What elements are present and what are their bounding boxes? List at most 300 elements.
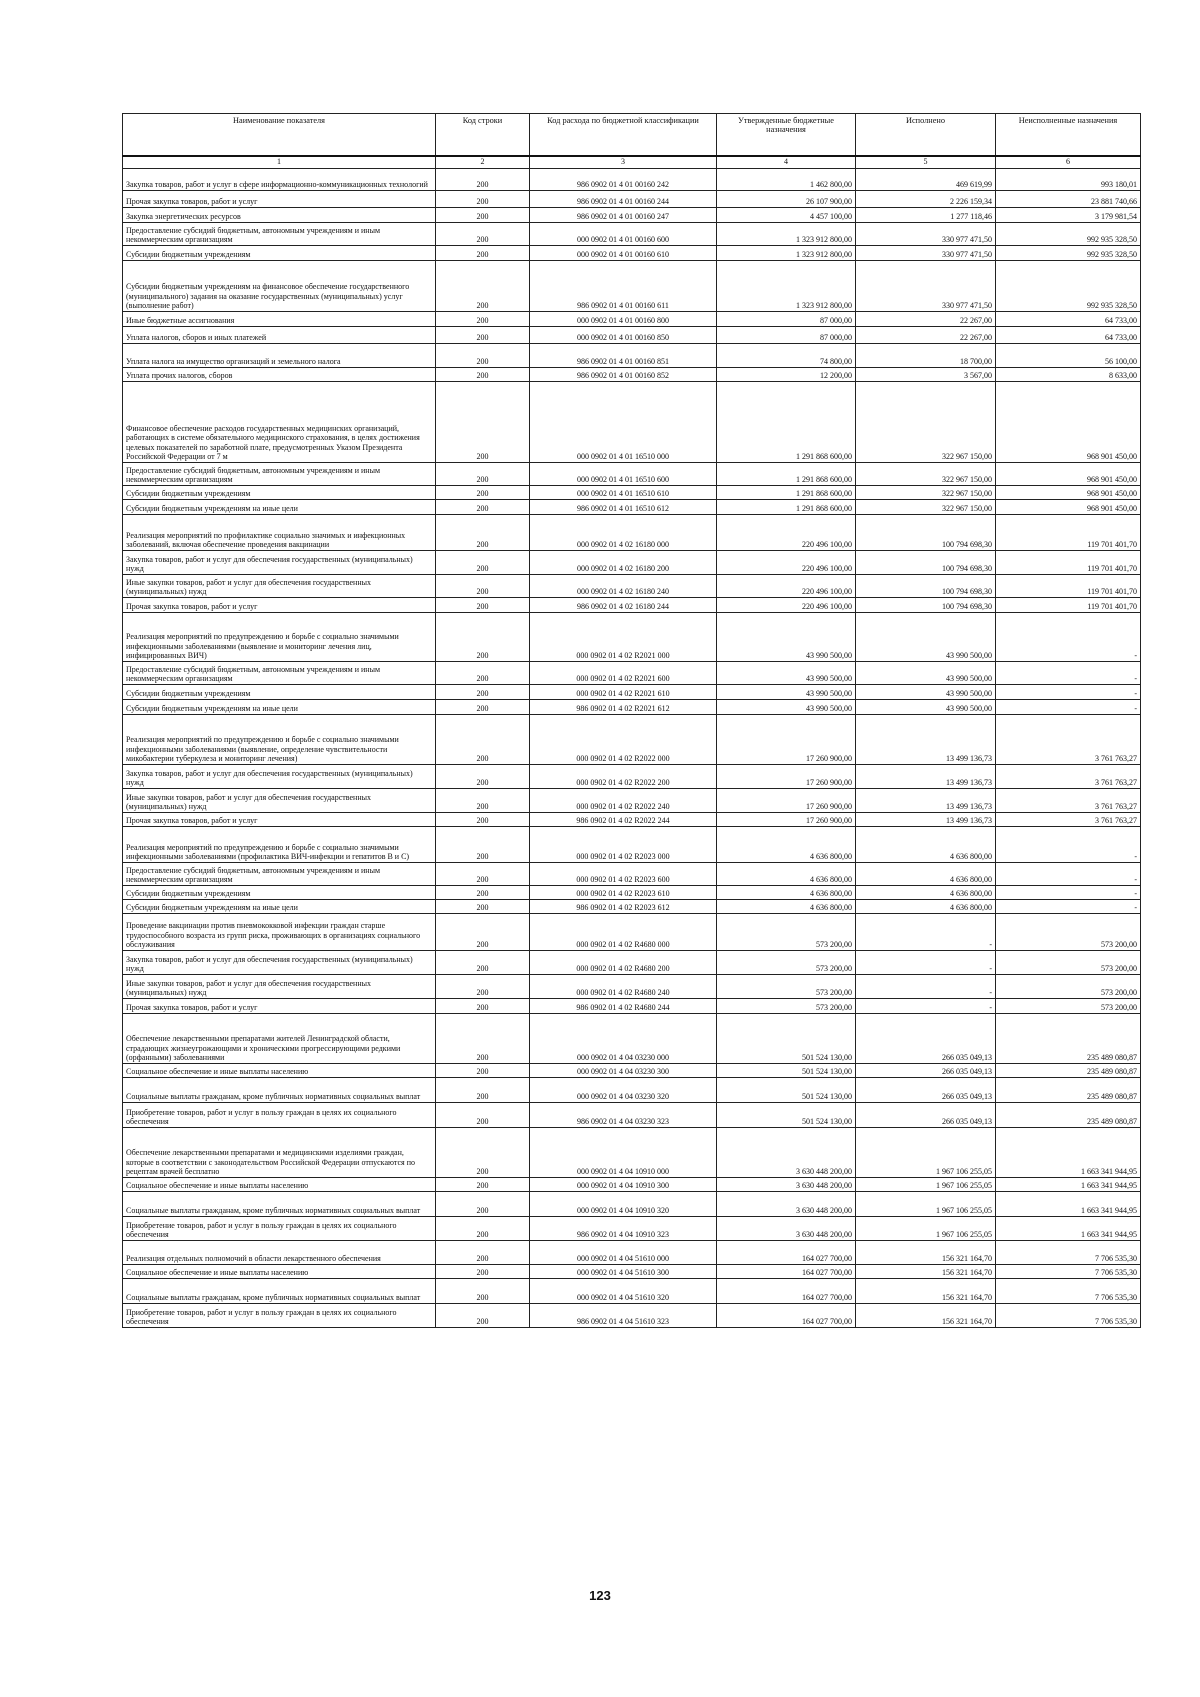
- row-executed-amount: 18 700,00: [856, 344, 996, 368]
- row-classification-code: 000 0902 01 4 02 R4680 000: [530, 914, 717, 951]
- table-row: [123, 515, 1141, 551]
- row-line-code: 200: [436, 1078, 530, 1103]
- row-indicator-name: Субсидии бюджетным учреждениям: [123, 886, 436, 900]
- row-unexecuted-amount: 235 489 080,87: [996, 1078, 1141, 1103]
- row-unexecuted-amount: -: [996, 827, 1141, 863]
- row-line-code: 200: [436, 515, 530, 551]
- row-classification-code: 000 0902 01 4 04 10910 320: [530, 1192, 717, 1217]
- table-row: [123, 463, 1141, 486]
- row-executed-amount: 4 636 800,00: [856, 886, 996, 900]
- row-approved-amount: 220 496 100,00: [717, 598, 856, 613]
- row-indicator-name: Иные закупки товаров, работ и услуг для обеспечения государственных (муниципальных) нужд: [123, 575, 436, 598]
- row-indicator-name: Приобретение товаров, работ и услуг в пользу граждан в целях их социального обеспечения: [123, 1217, 436, 1241]
- row-unexecuted-amount: 23 881 740,66: [996, 191, 1141, 208]
- table-row: [123, 1265, 1141, 1279]
- row-unexecuted-amount: 64 733,00: [996, 327, 1141, 344]
- row-line-code: 200: [436, 1217, 530, 1241]
- row-approved-amount: 573 200,00: [717, 951, 856, 975]
- row-unexecuted-amount: 119 701 401,70: [996, 575, 1141, 598]
- row-indicator-name: Социальные выплаты гражданам, кроме публичных нормативных социальных выплат: [123, 1192, 436, 1217]
- row-executed-amount: 266 035 049,13: [856, 1103, 996, 1128]
- row-unexecuted-amount: 8 633,00: [996, 368, 1141, 382]
- row-classification-code: 986 0902 01 4 04 10910 323: [530, 1217, 717, 1241]
- row-indicator-name: Предоставление субсидий бюджетным, автономным учреждениям и иным некоммерческим организациям: [123, 662, 436, 685]
- row-executed-amount: 1 967 106 255,05: [856, 1217, 996, 1241]
- row-classification-code: 986 0902 01 4 01 00160 852: [530, 368, 717, 382]
- table-row: [123, 1217, 1141, 1241]
- row-classification-code: 000 0902 01 4 01 00160 600: [530, 223, 717, 246]
- row-classification-code: 000 0902 01 4 04 51610 320: [530, 1279, 717, 1304]
- row-line-code: 200: [436, 700, 530, 715]
- row-approved-amount: 43 990 500,00: [717, 662, 856, 685]
- row-indicator-name: Прочая закупка товаров, работ и услуг: [123, 191, 436, 208]
- row-executed-amount: 1 277 118,46: [856, 208, 996, 223]
- row-unexecuted-amount: -: [996, 685, 1141, 700]
- row-classification-code: 000 0902 01 4 02 R2022 200: [530, 765, 717, 789]
- row-indicator-name: Субсидии бюджетным учреждениям на иные цели: [123, 500, 436, 515]
- column-number: 1: [123, 156, 436, 169]
- column-number: 3: [530, 156, 717, 169]
- row-indicator-name: Проведение вакцинации против пневмококковой инфекции граждан старше трудоспособного возраста из групп риска, проживающих в организациях социального обслуживания: [123, 914, 436, 951]
- row-approved-amount: 26 107 900,00: [717, 191, 856, 208]
- row-indicator-name: Обеспечение лекарственными препаратами жителей Ленинградской области, страдающих жизнеугрожающими и хроническими прогрессирующими редкими (орфанными) заболеваниями: [123, 1014, 436, 1064]
- row-approved-amount: 1 291 868 600,00: [717, 486, 856, 500]
- table-row: [123, 382, 1141, 463]
- table-row: [123, 662, 1141, 685]
- row-line-code: 200: [436, 662, 530, 685]
- row-executed-amount: 43 990 500,00: [856, 613, 996, 662]
- row-unexecuted-amount: 119 701 401,70: [996, 515, 1141, 551]
- row-indicator-name: Прочая закупка товаров, работ и услуг: [123, 813, 436, 827]
- row-approved-amount: 220 496 100,00: [717, 575, 856, 598]
- row-approved-amount: 4 636 800,00: [717, 886, 856, 900]
- row-executed-amount: -: [856, 975, 996, 999]
- row-approved-amount: 4 636 800,00: [717, 900, 856, 914]
- row-line-code: 200: [436, 246, 530, 261]
- row-approved-amount: 43 990 500,00: [717, 685, 856, 700]
- row-unexecuted-amount: 968 901 450,00: [996, 486, 1141, 500]
- row-indicator-name: Иные бюджетные ассигнования: [123, 312, 436, 327]
- row-executed-amount: 43 990 500,00: [856, 662, 996, 685]
- row-executed-amount: 266 035 049,13: [856, 1014, 996, 1064]
- row-classification-code: 000 0902 01 4 02 R2023 610: [530, 886, 717, 900]
- row-indicator-name: Социальные выплаты гражданам, кроме публичных нормативных социальных выплат: [123, 1078, 436, 1103]
- row-indicator-name: Социальные выплаты гражданам, кроме публичных нормативных социальных выплат: [123, 1279, 436, 1304]
- row-line-code: 200: [436, 327, 530, 344]
- row-line-code: 200: [436, 598, 530, 613]
- row-unexecuted-amount: 119 701 401,70: [996, 551, 1141, 575]
- row-classification-code: 000 0902 01 4 02 R2021 600: [530, 662, 717, 685]
- row-unexecuted-amount: 235 489 080,87: [996, 1103, 1141, 1128]
- table-row: [123, 765, 1141, 789]
- row-indicator-name: Финансовое обеспечение расходов государственных медицинских организаций, работающих в системе обязательного медицинского страхования, в целях достижения целевых показателей по заработной плате, предусмотренных Указом Президента Российской Федерации от 7 м: [123, 382, 436, 463]
- row-indicator-name: Уплата налога на имущество организаций и земельного налога: [123, 344, 436, 368]
- row-executed-amount: 100 794 698,30: [856, 598, 996, 613]
- row-approved-amount: 164 027 700,00: [717, 1265, 856, 1279]
- row-executed-amount: 2 226 159,34: [856, 191, 996, 208]
- row-classification-code: 000 0902 01 4 02 16180 240: [530, 575, 717, 598]
- row-unexecuted-amount: -: [996, 886, 1141, 900]
- row-classification-code: 000 0902 01 4 02 16180 200: [530, 551, 717, 575]
- row-approved-amount: 164 027 700,00: [717, 1241, 856, 1265]
- row-indicator-name: Субсидии бюджетным учреждениям: [123, 486, 436, 500]
- row-line-code: 200: [436, 1178, 530, 1192]
- row-executed-amount: 4 636 800,00: [856, 863, 996, 886]
- row-unexecuted-amount: 1 663 341 944,95: [996, 1128, 1141, 1178]
- table-row: [123, 1192, 1141, 1217]
- row-classification-code: 000 0902 01 4 02 R4680 240: [530, 975, 717, 999]
- row-executed-amount: 22 267,00: [856, 312, 996, 327]
- row-approved-amount: 12 200,00: [717, 368, 856, 382]
- row-classification-code: 986 0902 01 4 02 R2021 612: [530, 700, 717, 715]
- row-approved-amount: 501 524 130,00: [717, 1078, 856, 1103]
- table-row: [123, 598, 1141, 613]
- row-indicator-name: Уплата налогов, сборов и иных платежей: [123, 327, 436, 344]
- row-indicator-name: Закупка товаров, работ и услуг для обеспечения государственных (муниципальных) нужд: [123, 551, 436, 575]
- column-number: 6: [996, 156, 1141, 169]
- row-classification-code: 986 0902 01 4 04 03230 323: [530, 1103, 717, 1128]
- header-unexecuted: Неисполненные назначения: [996, 114, 1141, 157]
- row-indicator-name: Прочая закупка товаров, работ и услуг: [123, 598, 436, 613]
- row-indicator-name: Субсидии бюджетным учреждениям: [123, 246, 436, 261]
- row-approved-amount: 3 630 448 200,00: [717, 1192, 856, 1217]
- column-number: 4: [717, 156, 856, 169]
- table-row: [123, 1014, 1141, 1064]
- row-indicator-name: Субсидии бюджетным учреждениям: [123, 685, 436, 700]
- row-line-code: 200: [436, 223, 530, 246]
- row-approved-amount: 74 800,00: [717, 344, 856, 368]
- table-row: [123, 863, 1141, 886]
- row-unexecuted-amount: 1 663 341 944,95: [996, 1178, 1141, 1192]
- row-executed-amount: 100 794 698,30: [856, 575, 996, 598]
- table-row: [123, 813, 1141, 827]
- table-row: [123, 1304, 1141, 1328]
- table-row: [123, 613, 1141, 662]
- row-line-code: 200: [436, 169, 530, 191]
- row-line-code: 200: [436, 975, 530, 999]
- row-unexecuted-amount: 235 489 080,87: [996, 1014, 1141, 1064]
- row-unexecuted-amount: 119 701 401,70: [996, 598, 1141, 613]
- table-row: [123, 1128, 1141, 1178]
- row-classification-code: 000 0902 01 4 02 16180 000: [530, 515, 717, 551]
- row-line-code: 200: [436, 551, 530, 575]
- row-approved-amount: 3 630 448 200,00: [717, 1217, 856, 1241]
- row-indicator-name: Реализация мероприятий по предупреждению и борьбе с социально значимыми инфекционными заболеваниями (выявление и мониторинг лечения лиц, инфицированных ВИЧ): [123, 613, 436, 662]
- row-executed-amount: 4 636 800,00: [856, 827, 996, 863]
- row-unexecuted-amount: 968 901 450,00: [996, 463, 1141, 486]
- row-classification-code: 986 0902 01 4 02 R2022 244: [530, 813, 717, 827]
- row-executed-amount: 322 967 150,00: [856, 463, 996, 486]
- row-classification-code: 000 0902 01 4 01 16510 000: [530, 382, 717, 463]
- row-line-code: 200: [436, 900, 530, 914]
- row-unexecuted-amount: 992 935 328,50: [996, 246, 1141, 261]
- row-line-code: 200: [436, 575, 530, 598]
- row-classification-code: 000 0902 01 4 04 03230 320: [530, 1078, 717, 1103]
- row-approved-amount: 17 260 900,00: [717, 789, 856, 813]
- row-approved-amount: 43 990 500,00: [717, 700, 856, 715]
- row-approved-amount: 43 990 500,00: [717, 613, 856, 662]
- row-executed-amount: 3 567,00: [856, 368, 996, 382]
- table-row: [123, 169, 1141, 191]
- row-classification-code: 986 0902 01 4 01 00160 244: [530, 191, 717, 208]
- row-executed-amount: 266 035 049,13: [856, 1078, 996, 1103]
- row-line-code: 200: [436, 312, 530, 327]
- row-unexecuted-amount: 992 935 328,50: [996, 223, 1141, 246]
- row-executed-amount: 322 967 150,00: [856, 500, 996, 515]
- table-row: [123, 246, 1141, 261]
- table-row: [123, 1279, 1141, 1304]
- row-executed-amount: -: [856, 999, 996, 1014]
- row-indicator-name: Субсидии бюджетным учреждениям на иные цели: [123, 700, 436, 715]
- row-unexecuted-amount: 3 761 763,27: [996, 813, 1141, 827]
- row-indicator-name: Субсидии бюджетным учреждениям на иные цели: [123, 900, 436, 914]
- row-approved-amount: 4 636 800,00: [717, 863, 856, 886]
- row-executed-amount: 13 499 136,73: [856, 813, 996, 827]
- row-classification-code: 986 0902 01 4 02 16180 244: [530, 598, 717, 613]
- row-unexecuted-amount: 7 706 535,30: [996, 1241, 1141, 1265]
- row-approved-amount: 87 000,00: [717, 312, 856, 327]
- row-line-code: 200: [436, 1103, 530, 1128]
- table-row: [123, 575, 1141, 598]
- row-classification-code: 000 0902 01 4 02 R2022 240: [530, 789, 717, 813]
- row-line-code: 200: [436, 827, 530, 863]
- row-approved-amount: 1 291 868 600,00: [717, 382, 856, 463]
- row-line-code: 200: [436, 789, 530, 813]
- row-unexecuted-amount: 573 200,00: [996, 999, 1141, 1014]
- row-executed-amount: 156 321 164,70: [856, 1241, 996, 1265]
- row-approved-amount: 87 000,00: [717, 327, 856, 344]
- row-approved-amount: 3 630 448 200,00: [717, 1178, 856, 1192]
- table-row: [123, 1178, 1141, 1192]
- row-indicator-name: Приобретение товаров, работ и услуг в пользу граждан в целях их социального обеспечения: [123, 1103, 436, 1128]
- header-approved: Утвержденные бюджетные назначения: [717, 114, 856, 157]
- row-line-code: 200: [436, 765, 530, 789]
- row-line-code: 200: [436, 813, 530, 827]
- row-unexecuted-amount: 7 706 535,30: [996, 1304, 1141, 1328]
- row-unexecuted-amount: 1 663 341 944,95: [996, 1192, 1141, 1217]
- row-unexecuted-amount: 573 200,00: [996, 975, 1141, 999]
- table-row: [123, 715, 1141, 765]
- row-indicator-name: Приобретение товаров, работ и услуг в пользу граждан в целях их социального обеспечения: [123, 1304, 436, 1328]
- table-row: [123, 1241, 1141, 1265]
- row-unexecuted-amount: 235 489 080,87: [996, 1064, 1141, 1078]
- row-approved-amount: 1 462 800,00: [717, 169, 856, 191]
- row-classification-code: 986 0902 01 4 01 00160 611: [530, 261, 717, 312]
- row-classification-code: 000 0902 01 4 01 00160 800: [530, 312, 717, 327]
- row-classification-code: 000 0902 01 4 01 16510 600: [530, 463, 717, 486]
- row-executed-amount: 1 967 106 255,05: [856, 1192, 996, 1217]
- row-line-code: 200: [436, 486, 530, 500]
- row-indicator-name: Предоставление субсидий бюджетным, автономным учреждениям и иным некоммерческим организациям: [123, 863, 436, 886]
- row-line-code: 200: [436, 1192, 530, 1217]
- table-row: [123, 886, 1141, 900]
- row-approved-amount: 17 260 900,00: [717, 765, 856, 789]
- row-unexecuted-amount: 64 733,00: [996, 312, 1141, 327]
- row-executed-amount: 22 267,00: [856, 327, 996, 344]
- row-line-code: 200: [436, 999, 530, 1014]
- row-unexecuted-amount: 3 761 763,27: [996, 765, 1141, 789]
- row-executed-amount: 322 967 150,00: [856, 486, 996, 500]
- row-unexecuted-amount: 1 663 341 944,95: [996, 1217, 1141, 1241]
- table-row: [123, 914, 1141, 951]
- budget-execution-table: [122, 113, 1141, 1328]
- page-number: 123: [589, 1588, 611, 1603]
- column-number-row: [123, 156, 1141, 169]
- table-row: [123, 368, 1141, 382]
- row-classification-code: 986 0902 01 4 01 00160 851: [530, 344, 717, 368]
- row-executed-amount: 43 990 500,00: [856, 685, 996, 700]
- row-line-code: 200: [436, 1265, 530, 1279]
- row-line-code: 200: [436, 344, 530, 368]
- row-unexecuted-amount: 968 901 450,00: [996, 382, 1141, 463]
- row-unexecuted-amount: 968 901 450,00: [996, 500, 1141, 515]
- row-indicator-name: Закупка товаров, работ и услуг для обеспечения государственных (муниципальных) нужд: [123, 951, 436, 975]
- row-indicator-name: Предоставление субсидий бюджетным, автономным учреждениям и иным некоммерческим организациям: [123, 223, 436, 246]
- row-classification-code: 000 0902 01 4 04 10910 300: [530, 1178, 717, 1192]
- row-line-code: 200: [436, 1279, 530, 1304]
- row-executed-amount: 13 499 136,73: [856, 715, 996, 765]
- row-classification-code: 986 0902 01 4 01 00160 242: [530, 169, 717, 191]
- row-unexecuted-amount: -: [996, 662, 1141, 685]
- row-classification-code: 000 0902 01 4 04 03230 000: [530, 1014, 717, 1064]
- row-classification-code: 000 0902 01 4 02 R4680 200: [530, 951, 717, 975]
- table-body: [123, 169, 1141, 1328]
- row-indicator-name: Реализация мероприятий по предупреждению и борьбе с социально значимыми инфекционными заболеваниями (выявление, определение чувствительности микобактерии туберкулеза и мониторинг лечения): [123, 715, 436, 765]
- row-line-code: 200: [436, 715, 530, 765]
- row-line-code: 200: [436, 191, 530, 208]
- row-approved-amount: 164 027 700,00: [717, 1279, 856, 1304]
- row-unexecuted-amount: 3 761 763,27: [996, 715, 1141, 765]
- row-line-code: 200: [436, 463, 530, 486]
- row-indicator-name: Реализация мероприятий по предупреждению и борьбе с социально значимыми инфекционными заболеваниями (профилактика ВИЧ-инфекции и гепатитов В и С): [123, 827, 436, 863]
- row-executed-amount: 13 499 136,73: [856, 765, 996, 789]
- row-classification-code: 986 0902 01 4 01 16510 612: [530, 500, 717, 515]
- row-approved-amount: 501 524 130,00: [717, 1064, 856, 1078]
- table-row: [123, 551, 1141, 575]
- row-approved-amount: 501 524 130,00: [717, 1103, 856, 1128]
- row-classification-code: 000 0902 01 4 02 R2023 600: [530, 863, 717, 886]
- row-line-code: 200: [436, 613, 530, 662]
- row-classification-code: 000 0902 01 4 04 51610 300: [530, 1265, 717, 1279]
- row-unexecuted-amount: 56 100,00: [996, 344, 1141, 368]
- row-approved-amount: 1 323 912 800,00: [717, 261, 856, 312]
- row-executed-amount: 330 977 471,50: [856, 261, 996, 312]
- row-indicator-name: Предоставление субсидий бюджетным, автономным учреждениям и иным некоммерческим организациям: [123, 463, 436, 486]
- row-classification-code: 000 0902 01 4 02 R2022 000: [530, 715, 717, 765]
- row-indicator-name: Субсидии бюджетным учреждениям на финансовое обеспечение государственного (муниципального) задания на оказание государственных (муниципальных) услуг (выполнение работ): [123, 261, 436, 312]
- header-line-code: Код строки: [436, 114, 530, 157]
- row-indicator-name: Закупка энергетических ресурсов: [123, 208, 436, 223]
- row-classification-code: 000 0902 01 4 04 10910 000: [530, 1128, 717, 1178]
- row-classification-code: 000 0902 01 4 01 16510 610: [530, 486, 717, 500]
- table-row: [123, 900, 1141, 914]
- row-executed-amount: 1 967 106 255,05: [856, 1178, 996, 1192]
- row-line-code: 200: [436, 863, 530, 886]
- table-row: [123, 789, 1141, 813]
- row-executed-amount: 469 619,99: [856, 169, 996, 191]
- table-row: [123, 344, 1141, 368]
- header-budget-classification-code: Код расхода по бюджетной классификации: [530, 114, 717, 157]
- row-executed-amount: -: [856, 914, 996, 951]
- row-indicator-name: Иные закупки товаров, работ и услуг для обеспечения государственных (муниципальных) нужд: [123, 975, 436, 999]
- row-line-code: 200: [436, 951, 530, 975]
- row-approved-amount: 220 496 100,00: [717, 515, 856, 551]
- table-row: [123, 999, 1141, 1014]
- table-row: [123, 1103, 1141, 1128]
- row-unexecuted-amount: 7 706 535,30: [996, 1265, 1141, 1279]
- row-executed-amount: 43 990 500,00: [856, 700, 996, 715]
- row-executed-amount: 266 035 049,13: [856, 1064, 996, 1078]
- row-approved-amount: 1 323 912 800,00: [717, 246, 856, 261]
- row-line-code: 200: [436, 914, 530, 951]
- row-indicator-name: Уплата прочих налогов, сборов: [123, 368, 436, 382]
- row-classification-code: 000 0902 01 4 02 R2023 000: [530, 827, 717, 863]
- row-approved-amount: 220 496 100,00: [717, 551, 856, 575]
- table-row: [123, 951, 1141, 975]
- row-classification-code: 000 0902 01 4 02 R2021 610: [530, 685, 717, 700]
- table-row: [123, 975, 1141, 999]
- row-unexecuted-amount: -: [996, 900, 1141, 914]
- row-executed-amount: 4 636 800,00: [856, 900, 996, 914]
- row-line-code: 200: [436, 500, 530, 515]
- table-row: [123, 208, 1141, 223]
- row-unexecuted-amount: 573 200,00: [996, 951, 1141, 975]
- row-approved-amount: 573 200,00: [717, 999, 856, 1014]
- table-row: [123, 700, 1141, 715]
- row-approved-amount: 573 200,00: [717, 975, 856, 999]
- row-approved-amount: 17 260 900,00: [717, 813, 856, 827]
- table-row: [123, 1064, 1141, 1078]
- row-indicator-name: Закупка товаров, работ и услуг для обеспечения государственных (муниципальных) нужд: [123, 765, 436, 789]
- table-row: [123, 223, 1141, 246]
- row-line-code: 200: [436, 1304, 530, 1328]
- row-unexecuted-amount: 993 180,01: [996, 169, 1141, 191]
- header-indicator-name: Наименование показателя: [123, 114, 436, 157]
- row-classification-code: 000 0902 01 4 01 00160 610: [530, 246, 717, 261]
- row-executed-amount: 156 321 164,70: [856, 1304, 996, 1328]
- row-classification-code: 986 0902 01 4 02 R2023 612: [530, 900, 717, 914]
- report-sheet: [122, 113, 1140, 1328]
- row-line-code: 200: [436, 1241, 530, 1265]
- row-indicator-name: Реализация мероприятий по профилактике социально значимых и инфекционных заболеваний, включая обеспечение проведения вакцинации: [123, 515, 436, 551]
- row-indicator-name: Реализация отдельных полномочий в области лекарственного обеспечения: [123, 1241, 436, 1265]
- row-classification-code: 000 0902 01 4 04 03230 300: [530, 1064, 717, 1078]
- row-unexecuted-amount: -: [996, 700, 1141, 715]
- row-indicator-name: Закупка товаров, работ и услуг в сфере информационно-коммуникационных технологий: [123, 169, 436, 191]
- table-row: [123, 486, 1141, 500]
- row-executed-amount: 100 794 698,30: [856, 551, 996, 575]
- row-executed-amount: 100 794 698,30: [856, 515, 996, 551]
- row-indicator-name: Прочая закупка товаров, работ и услуг: [123, 999, 436, 1014]
- row-classification-code: 986 0902 01 4 04 51610 323: [530, 1304, 717, 1328]
- row-executed-amount: 1 967 106 255,05: [856, 1128, 996, 1178]
- table-row: [123, 191, 1141, 208]
- row-approved-amount: 4 636 800,00: [717, 827, 856, 863]
- row-classification-code: 000 0902 01 4 01 00160 850: [530, 327, 717, 344]
- row-executed-amount: 330 977 471,50: [856, 246, 996, 261]
- row-line-code: 200: [436, 1128, 530, 1178]
- table-row: [123, 500, 1141, 515]
- row-classification-code: 986 0902 01 4 02 R4680 244: [530, 999, 717, 1014]
- row-indicator-name: Иные закупки товаров, работ и услуг для обеспечения государственных (муниципальных) нужд: [123, 789, 436, 813]
- row-classification-code: 000 0902 01 4 04 51610 000: [530, 1241, 717, 1265]
- row-unexecuted-amount: 3 761 763,27: [996, 789, 1141, 813]
- row-unexecuted-amount: 7 706 535,30: [996, 1279, 1141, 1304]
- row-indicator-name: Обеспечение лекарственными препаратами и медицинскими изделиями граждан, которые в соответствии с законодательством Российской Федерации отпускаются по рецептам врачей бесплатно: [123, 1128, 436, 1178]
- table-row: [123, 827, 1141, 863]
- row-line-code: 200: [436, 685, 530, 700]
- row-approved-amount: 573 200,00: [717, 914, 856, 951]
